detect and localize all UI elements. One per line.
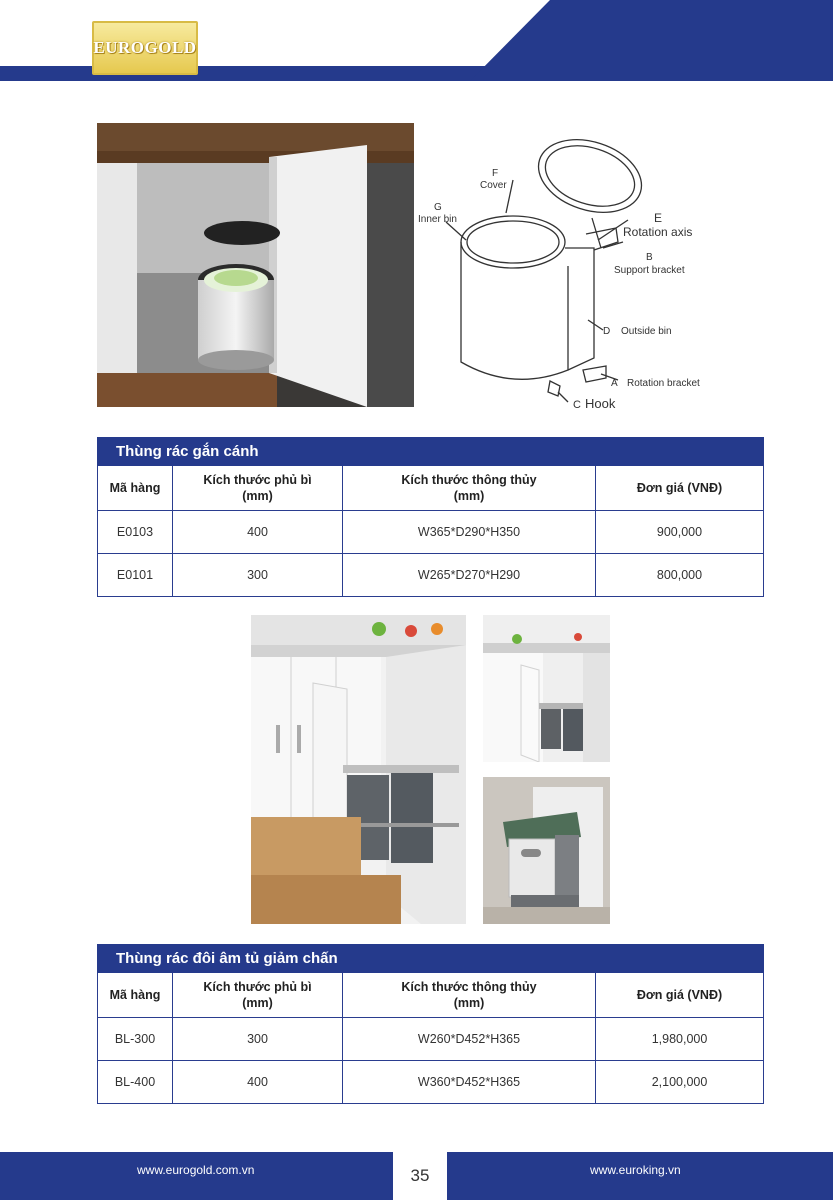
footer-link-euroking[interactable]: www.euroking.vn <box>590 1163 681 1177</box>
label-b-name: Support bracket <box>614 265 685 276</box>
label-b-letter: B <box>646 252 653 263</box>
cell-code: BL-400 <box>98 1061 173 1104</box>
cell-inner: W260*D452*H365 <box>343 1018 596 1061</box>
product-photo-double-bin <box>251 615 466 924</box>
header-inner-size: Kích thước thông thủy (mm) <box>343 973 596 1018</box>
logo-text: EUROGOLD <box>93 38 197 57</box>
label-g-name: Inner bin <box>418 214 457 225</box>
product-photo-bin-closeup <box>483 777 610 924</box>
page-number: 35 <box>393 1152 447 1200</box>
bin-parts-diagram <box>418 130 738 420</box>
eurogold-logo <box>92 21 198 75</box>
cell-price: 800,000 <box>596 554 764 597</box>
label-e-letter: E <box>654 211 663 225</box>
table-row <box>98 1018 764 1061</box>
spec-table-double-bin <box>97 944 764 1104</box>
header-triangle <box>470 0 833 81</box>
label-f-name: Cover <box>480 180 507 191</box>
header-inner-size: Kích thước thông thủy (mm) <box>343 466 596 511</box>
cell-code: E0103 <box>98 511 173 554</box>
table-title: Thùng rác đôi âm tủ giảm chấn <box>98 945 764 973</box>
label-g-letter: G <box>434 202 442 213</box>
cell-outer: 300 <box>173 1018 343 1061</box>
cell-price: 900,000 <box>596 511 764 554</box>
label-d-letter: D <box>603 326 611 337</box>
table-row <box>98 511 764 554</box>
label-d-name: Outside bin <box>621 326 672 337</box>
cell-outer: 300 <box>173 554 343 597</box>
cell-inner: W265*D270*H290 <box>343 554 596 597</box>
cell-price: 2,100,000 <box>596 1061 764 1104</box>
cell-inner: W365*D290*H350 <box>343 511 596 554</box>
label-c-name: Hook <box>585 396 616 411</box>
header-code: Mã hàng <box>98 973 173 1018</box>
label-e-name: Rotation axis <box>623 225 693 239</box>
header-outer-size: Kích thước phủ bì (mm) <box>173 973 343 1018</box>
cell-outer: 400 <box>173 511 343 554</box>
cell-price: 1,980,000 <box>596 1018 764 1061</box>
header-code: Mã hàng <box>98 466 173 511</box>
table-row <box>98 1061 764 1104</box>
product-photo-door-bin <box>97 123 414 407</box>
spec-table-door-bin <box>97 437 764 597</box>
table-title: Thùng rác gắn cánh <box>98 438 764 466</box>
label-c-letter: C <box>573 399 581 411</box>
header-outer-size: Kích thước phủ bì (mm) <box>173 466 343 511</box>
cell-code: E0101 <box>98 554 173 597</box>
label-f-letter: F <box>492 168 499 179</box>
cell-outer: 400 <box>173 1061 343 1104</box>
footer-bar <box>0 1152 833 1200</box>
cell-code: BL-300 <box>98 1018 173 1061</box>
footer-link-eurogold[interactable]: www.eurogold.com.vn <box>137 1163 255 1177</box>
table-row <box>98 554 764 597</box>
label-a-letter: A <box>611 378 618 389</box>
product-photo-cabinet-open <box>483 615 610 762</box>
cell-inner: W360*D452*H365 <box>343 1061 596 1104</box>
header-price: Đơn giá (VNĐ) <box>596 973 764 1018</box>
label-a-name: Rotation bracket <box>627 378 700 389</box>
header-price: Đơn giá (VNĐ) <box>596 466 764 511</box>
